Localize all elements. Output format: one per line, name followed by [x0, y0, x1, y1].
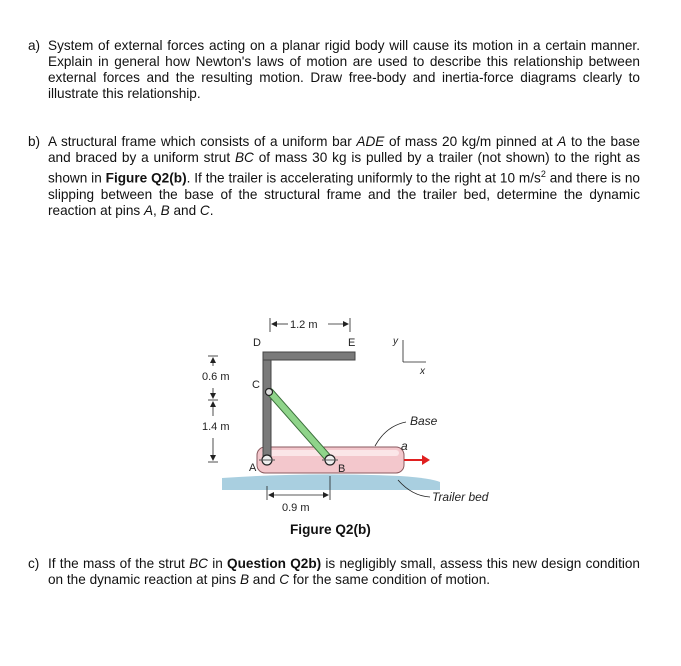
bar-ade-vertical [263, 352, 271, 460]
question-a-label: a) [28, 38, 41, 53]
qc-text-3: in [207, 556, 228, 571]
label-e: E [348, 337, 356, 349]
qc-pin-b: B [239, 572, 250, 587]
dim-bottom-arrow-left [268, 492, 274, 498]
label-d: D [253, 337, 261, 349]
label-b: B [338, 463, 346, 475]
qb-text-1: A structural frame which consists of a uniform bar [48, 134, 357, 149]
question-c-text [48, 556, 640, 588]
dim-left-lower-arrow-down [210, 455, 216, 461]
question-a [28, 38, 640, 102]
qb-text-13: , [153, 202, 161, 218]
axis-x-label: x [420, 366, 425, 377]
qb-bar-ade: ADE [356, 134, 385, 149]
qb-text-7: of mass 30 kg is pulled by a trailer (not shown) to the right as shown in [48, 150, 641, 186]
qc-question-ref: Question Q2b) [227, 556, 322, 571]
question-c-label: c) [28, 556, 40, 571]
axis-y-label: y [393, 336, 398, 347]
dim-top-arrow-left [271, 321, 277, 327]
dim-left-upper-arrow-down [210, 393, 216, 399]
qb-pin-a-2: A [143, 202, 154, 218]
qc-text-5: is negligibly small, assess this new design condition on the dynamic reaction at pins [48, 556, 640, 587]
question-b-label: b) [28, 134, 41, 149]
qb-text-3: of mass 20 kg/m pinned at [384, 134, 558, 149]
trailer-bed [222, 474, 440, 490]
qb-superscript: 2 [540, 169, 546, 179]
dim-left-upper-label: 0.6 m [202, 371, 230, 383]
question-b [28, 134, 640, 219]
qc-strut-bc: BC [189, 556, 208, 571]
figure-q2b [190, 300, 510, 522]
dim-top-label: 1.2 m [290, 319, 318, 331]
qb-pin-c: C [199, 202, 210, 218]
qc-text-7: and [249, 572, 280, 587]
question-a-text: System of external forces acting on a planar rigid body will cause its motion in a certain manner. Explain in general how Newton's laws of motion are used to describe this relationship between external forces and the resulting motion. Draw free-body and inertia-force diagrams clearly to illustrate this relationship. [48, 38, 640, 101]
qb-text-5: to the base and braced by a uniform strut [48, 134, 640, 165]
qb-text-17: . [209, 202, 214, 218]
label-accel-a: a [401, 439, 408, 453]
question-b-text [48, 134, 640, 219]
qb-text-15: and [169, 202, 200, 218]
dim-top-arrow-right [343, 321, 349, 327]
pin-c [266, 389, 273, 396]
accel-arrow-head [422, 455, 430, 465]
label-a: A [249, 462, 257, 474]
dim-bottom-arrow-right [323, 492, 329, 498]
qb-figure-ref: Figure Q2(b) [105, 170, 187, 186]
dim-left-lower-arrow-up [210, 401, 216, 407]
qb-pin-a: A [557, 134, 567, 149]
label-c: C [252, 379, 260, 391]
qb-text-9: . If the trailer is accelerating uniformly to the right at 10 m/s [186, 170, 541, 186]
qc-text-1: If the mass of the strut [48, 556, 190, 571]
question-c [28, 556, 640, 588]
dim-left-lower-label: 1.4 m [202, 421, 230, 433]
dim-left-upper-arrow-up [210, 357, 216, 363]
label-trailer-bed: Trailer bed [432, 490, 489, 504]
qb-strut-bc: BC [234, 150, 254, 165]
qb-pin-b: B [160, 202, 170, 218]
bar-de-horizontal [263, 352, 355, 360]
qb-text-11: and there is no slipping between the base of the structural frame and the trailer bed, determine the dynamic reaction at pins [48, 170, 640, 218]
figure-caption: Figure Q2(b) [290, 522, 371, 537]
qc-pin-c: C [279, 572, 290, 587]
qc-text-9: for the same condition of motion. [289, 572, 491, 587]
dim-bottom-label: 0.9 m [282, 502, 310, 514]
label-base: Base [410, 414, 438, 428]
